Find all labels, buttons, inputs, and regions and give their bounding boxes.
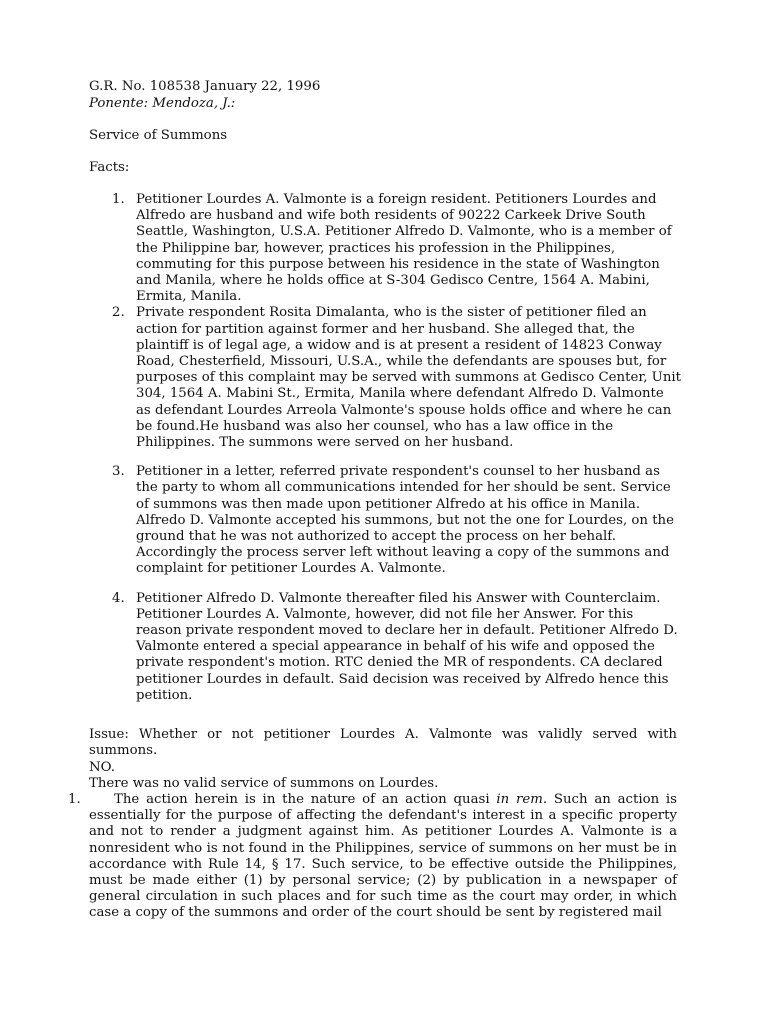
- fact-number: 2.: [112, 305, 125, 321]
- ratio-paragraph: [89, 792, 677, 922]
- fact-item: [112, 464, 682, 577]
- fact-text: Petitioner in a letter, referred private respondent's counsel to her husband as the party to whom all communications intended for her should be sent. Service of summons was then made upon petitioner Alfredo at his office in Manila. Alfredo D. Valmonte accepted his summons, but not the one for Lourdes, on the ground that he was not authorized to accept the process on her behalf. Accordingly the process server left without leaving a copy of the summons and complaint for petitioner Lourdes A. Valmonte.: [136, 464, 674, 577]
- facts-list: [112, 192, 682, 704]
- fact-text: Private respondent Rosita Dimalanta, who is the sister of petitioner filed an action for partition against former and her husband. She alleged that, the plaintiff is of legal age, a widow and is at present a resident of 14823 Conway Road, Chesterfield, Missouri, U.S.A., while the defendants are spouses but, for purposes of this complaint may be served with summons at Gedisco Center, Unit 304, 1564 A. Mabini St., Ermita, Manila where defendant Alfredo D. Valmonte as defendant Lourdes Arreola Valmonte's spouse holds office and where he can be found.He husband was also her counsel, who has a law office in the Philippines. The summons were served on her husband.: [136, 305, 682, 451]
- topic-heading: Service of Summons: [89, 128, 228, 143]
- issue-conclusion: There was no valid service of summons on Lourdes.: [89, 776, 439, 791]
- fact-text: Petitioner Lourdes A. Valmonte is a foreign resident. Petitioners Lourdes and Alfredo are husband and wife both residents of 90222 Carkeek Drive South Seattle, Washington, U.S.A. Petitioner Alfredo D. Valmonte, who is a member of the Philippine bar, however, practices his profession in the Philippines, commuting for this purpose between his residence in the state of Washington and Manila, where he holds office at S-304 Gedisco Centre, 1564 A. Mabini, Ermita, Manila.: [136, 192, 672, 305]
- ratio-number: 1.: [68, 792, 81, 807]
- fact-item: [112, 192, 682, 305]
- case-number: G.R. No. 108538 January 22, 1996: [89, 79, 321, 94]
- fact-item: [112, 591, 682, 704]
- fact-item: [112, 305, 682, 451]
- issue-statement: Issue: Whether or not petitioner Lourdes A. Valmonte was validly served with summons.: [89, 727, 677, 759]
- facts-heading: Facts:: [89, 160, 130, 175]
- issue-answer: NO.: [89, 760, 115, 775]
- fact-text: Petitioner Alfredo D. Valmonte thereafter filed his Answer with Counterclaim. Petitioner Lourdes A. Valmonte, however, did not file her Answer. For this reason private respondent moved to declare her in default. Petitioner Alfredo D. Valmonte entered a special appearance in behalf of his wife and opposed the private respondent's motion. RTC denied the MR of respondents. CA declared petitioner Lourdes in default. Said decision was received by Alfredo hence this petition.: [136, 590, 678, 703]
- ratio-text-before: The action herein is in the nature of an action quasi: [114, 792, 497, 807]
- fact-number: 1.: [112, 192, 125, 207]
- ratio-text-after: Such an action is essentially for the purpose of affecting the defendant's interest in a specific property and not to render a judgment against him. As petitioner Lourdes A. Valmonte is a nonresident who is not found in the Philippines, service of summons on her must be in accordance with Rule 14, § 17. Such service, to be effective outside the Philippines, must be made either (1) by personal service; (2) by publication in a newspaper of general circulation in such places and for such time as the court may order, in which case a copy of the summons and order of the court should be sent by registered mail: [89, 792, 678, 921]
- ponente: Ponente: Mendoza, J.:: [89, 96, 236, 111]
- fact-number: 4.: [112, 590, 125, 606]
- fact-number: 3.: [112, 464, 125, 480]
- ratio-italic-term: in rem.: [496, 792, 548, 807]
